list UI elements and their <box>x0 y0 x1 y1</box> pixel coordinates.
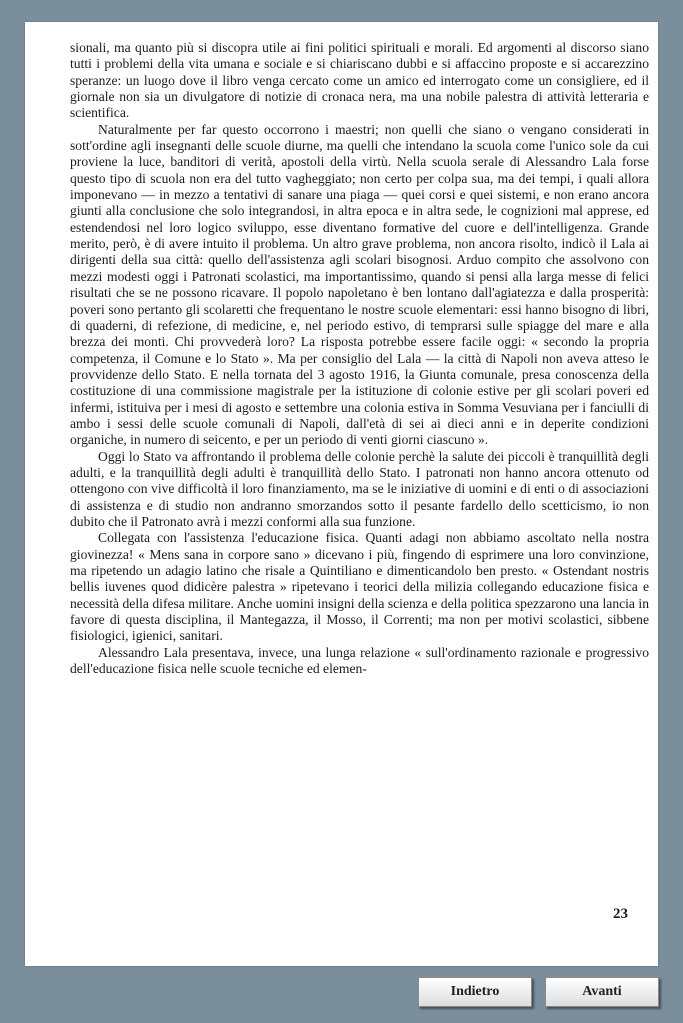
next-button[interactable]: Avanti <box>545 977 659 1007</box>
page-number: 23 <box>613 906 628 922</box>
paragraph: sionali, ma quanto più si discopra utile ai fini politici spirituali e morali. Ed argomenti al discorso siano tutti i problemi della vita umana e sociale e si chiariscano dubbi e si affaccino proposte e si accarezzino speranze: un luogo dove il libro venga cercato come un amico ed interrogato come un consigliere, ed il giornale non sia un divulgatore di notizie di cronaca nera, ma una nobile palestra di attività letteraria e scientifica. <box>70 40 649 121</box>
page-text <box>70 40 649 677</box>
paragraph: Oggi lo Stato va affrontando il problema delle colonie perchè la salute dei piccoli è tranquillità degli adulti, e la tranquillità degli adulti è tranquillità dello Stato. I patronati non hanno ancora ottenuto od ottengono con vive difficoltà il loro finanziamento, ma se le iniziative di uomini e di enti o di associazioni di assistenza e di studio non andranno smorzandos sotto il pesante fardello dello scetticismo, io non dubito che il Patronato avrà i mezzi conformi alla sua funzione. <box>70 448 649 529</box>
paragraph: Alessandro Lala presentava, invece, una lunga relazione « sull'ordinamento razionale e progressivo dell'educazione fisica nelle scuole tecniche ed elemen- <box>70 644 649 677</box>
paragraph: Collegata con l'assistenza l'educazione fisica. Quanti adagi non abbiamo ascoltato nella nostra giovinezza! « Mens sana in corpore sano » dicevano i più, fingendo di esprimere una loro convinzione, ma ripetendo un adagio latino che risale a Quintiliano e dimenticandolo ben presto. « Ostendant nostris bellis iuvenes quod didicère palestra » ripetevano i teorici della milizia collegando educazione fisica e necessità della difesa militare. Anche uomini insigni della scienza e della politica spezzarono una lancia in favore di questa disciplina, il Mantegazza, il Mosso, il Correnti; ma non per motivi scolastici, sibbene fisiologici, igienici, sanitari. <box>70 530 649 644</box>
paragraph: Naturalmente per far questo occorrono i maestri; non quelli che siano o vengano considerati in sott'ordine agli insegnanti delle scuole diurne, ma quelli che intendano la scuola come l'unico sole da cui proviene la luce, banditori di verità, apostoli della virtù. Nella scuola serale di Alessandro Lala forse questo tipo di scuola non era del tutto vagheggiato; non certo per colpa sua, ma dei tempi, i quali allora imponevano — in mezzo a tentativi di sanare una piaga — quei corsi e quei sistemi, e non erano ancora giunti alla conclusione che solo integrandosi, in altra epoca e in altra sede, le cognizioni mal apprese, ed estendendosi nel loro logico sviluppo, esse diventano formative del cuore e dell'intelligenza. Grande merito, però, è di avere intuito il problema. Un altro grave problema, non ancora risolto, indicò il Lala ai dirigenti della sua città: quello dell'assistenza agli scolari bisognosi. Arduo compito che assolvono con mezzi modesti oggi i Patronati scolastici, ma importantissimo, quando si pensi alla larga messe di felici risultati che se ne possono ricavare. Il popolo napoletano è ben lontano dall'agiatezza e dalla prosperità: poveri sono pertanto gli scolaretti che frequentano le nostre scuole elementari: essi hanno bisogno di libri, di quaderni, di refezione, di medicine, e, nel periodo estivo, di temprarsi sulle spiagge del mare e alla brezza dei monti. Chi provvederà loro? La risposta potrebbe essere facile oggi: « secondo la propria competenza, il Comune e lo Stato ». Ma per consiglio del Lala — la città di Napoli non aveva atteso le provvidenze dello Stato. E nella tornata del 3 agosto 1916, la Giunta comunale, presa conoscenza della costituzione di una commissione magistrale per la istituzione di colonie estive per gli scolari poveri ed infermi, istituiva per i mesi di agosto e settembre una colonia estiva in Somma Vesuviana per i fanciulli di ambo i sessi delle scuole comunali di Napoli, dall'età di sei ai dieci anni e in deperite condizioni organiche, in numero di seicento, e per un periodo di venti giorni ciascuno ». <box>70 121 649 448</box>
document-page <box>25 22 658 966</box>
back-button[interactable]: Indietro <box>418 977 532 1007</box>
